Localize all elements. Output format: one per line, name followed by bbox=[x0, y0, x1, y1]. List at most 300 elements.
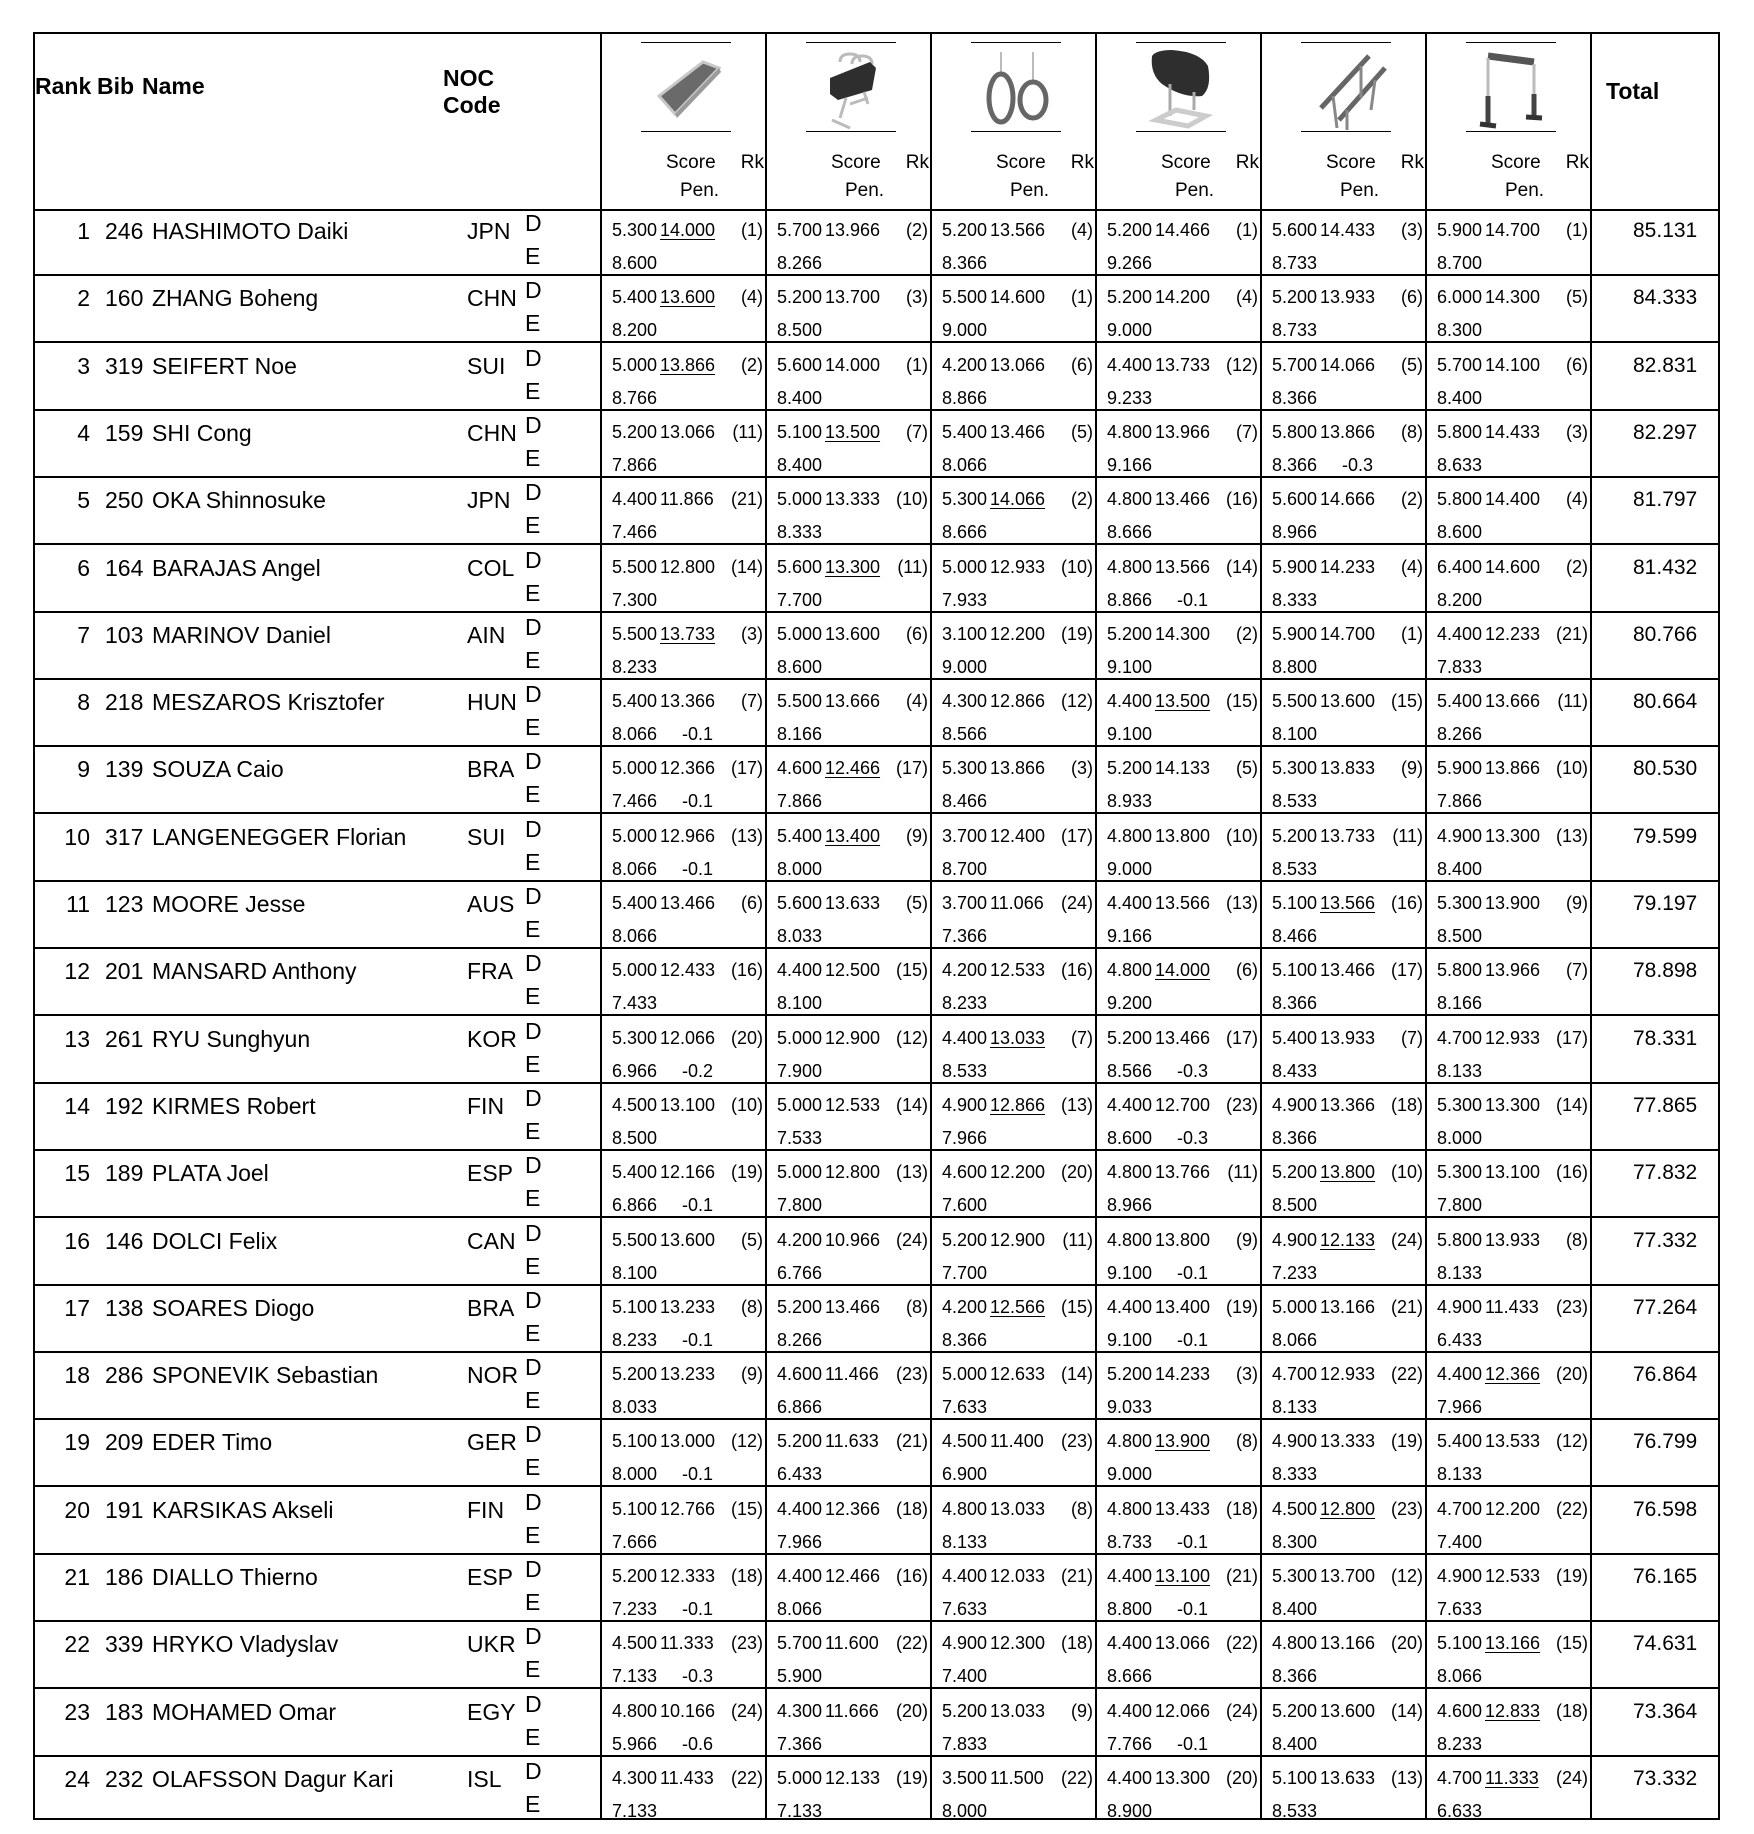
apparatus-score-cell bbox=[1262, 1151, 1427, 1216]
e-score: 8.533 bbox=[942, 1060, 988, 1081]
e-score: 7.866 bbox=[1437, 791, 1483, 812]
d-score: 5.200 bbox=[612, 421, 658, 442]
d-score: 4.400 bbox=[1107, 354, 1153, 375]
apparatus-score-cell bbox=[602, 747, 767, 812]
d-score: 5.100 bbox=[1437, 1633, 1483, 1654]
d-score: 6.000 bbox=[1437, 287, 1483, 308]
bib: 183 bbox=[105, 1698, 144, 1725]
apparatus-score: 13.100 bbox=[1485, 1162, 1541, 1183]
apparatus-score-cell bbox=[602, 1690, 767, 1755]
apparatus-score-cell bbox=[932, 344, 1097, 409]
e-score: 7.966 bbox=[1437, 1397, 1483, 1418]
score-label: Score bbox=[666, 152, 716, 173]
noc-code: CHN bbox=[467, 285, 517, 312]
d-score: 4.600 bbox=[1437, 1700, 1483, 1721]
d-score: 4.200 bbox=[942, 960, 988, 981]
d-score: 4.800 bbox=[1107, 556, 1153, 577]
apparatus-score-cell bbox=[767, 276, 932, 341]
apparatus-score: 13.466 bbox=[1155, 1027, 1211, 1048]
apparatus-score: 12.533 bbox=[990, 960, 1046, 981]
apparatus-rank: (2) bbox=[741, 354, 763, 375]
athlete-name: MOORE Jesse bbox=[152, 891, 306, 917]
apparatus-score-cell bbox=[1262, 478, 1427, 543]
penalty: -0.3 bbox=[1177, 1127, 1209, 1148]
e-score: 8.233 bbox=[612, 656, 658, 677]
total-score: 78.898 bbox=[1633, 959, 1698, 983]
rank: 23 bbox=[64, 1698, 90, 1725]
apparatus-rank: (13) bbox=[1225, 893, 1258, 913]
apparatus-rank: (12) bbox=[730, 1431, 763, 1452]
table-row bbox=[35, 1151, 1718, 1218]
apparatus-rank: (18) bbox=[730, 1566, 763, 1586]
apparatus-score: 13.466 bbox=[990, 421, 1046, 442]
apparatus-rank: (16) bbox=[895, 1566, 928, 1586]
apparatus-rank: (22) bbox=[1390, 1364, 1423, 1385]
e-label: E bbox=[525, 579, 541, 606]
apparatus-rank: (18) bbox=[1390, 1094, 1423, 1115]
apparatus-rank: (5) bbox=[741, 1229, 763, 1250]
penalty-label: Pen. bbox=[1340, 180, 1380, 201]
d-score: 3.700 bbox=[942, 893, 988, 913]
d-score: 4.700 bbox=[1437, 1027, 1483, 1048]
e-score: 7.866 bbox=[777, 791, 823, 812]
score-label: Score bbox=[1161, 152, 1211, 173]
apparatus-rank: (9) bbox=[1236, 1229, 1258, 1250]
d-score: 5.500 bbox=[612, 623, 658, 644]
table-row bbox=[35, 680, 1718, 747]
apparatus-score: 12.800 bbox=[660, 556, 716, 577]
d-score: 5.800 bbox=[1437, 421, 1483, 442]
apparatus-score: 13.600 bbox=[1320, 1700, 1376, 1721]
apparatus-score: 12.200 bbox=[990, 623, 1046, 644]
apparatus-score-cell bbox=[767, 344, 932, 409]
noc-code: BRA bbox=[467, 756, 515, 783]
apparatus-score-cell bbox=[1262, 1353, 1427, 1418]
e-score: 7.533 bbox=[777, 1127, 823, 1148]
apparatus-rank: (14) bbox=[730, 556, 763, 577]
e-score: 9.000 bbox=[942, 656, 988, 677]
apparatus-score-cell bbox=[1427, 882, 1592, 947]
bib-header: Bib bbox=[97, 73, 135, 99]
apparatus-score-cell bbox=[767, 747, 932, 812]
d-score: 5.200 bbox=[1107, 220, 1153, 240]
apparatus-score-cell bbox=[1262, 209, 1427, 274]
d-label: D bbox=[525, 479, 542, 506]
d-score: 5.000 bbox=[777, 1767, 823, 1788]
apparatus-rank: (1) bbox=[1566, 220, 1588, 240]
apparatus-rank: (9) bbox=[1071, 1700, 1093, 1721]
d-score: 4.400 bbox=[1107, 893, 1153, 913]
apparatus-rank: (2) bbox=[906, 220, 928, 240]
apparatus-score: 13.700 bbox=[825, 287, 881, 308]
apparatus-score-cell bbox=[1262, 1690, 1427, 1755]
apparatus-rank: (22) bbox=[1555, 1498, 1588, 1519]
d-score: 4.400 bbox=[1107, 691, 1153, 712]
apparatus-rank: (16) bbox=[1390, 893, 1423, 913]
apparatus-rank: (23) bbox=[1225, 1094, 1258, 1115]
apparatus-score-cell bbox=[602, 1420, 767, 1485]
noc-code: COL bbox=[467, 554, 515, 581]
apparatus-score: 12.366 bbox=[660, 758, 716, 779]
apparatus-rank: (18) bbox=[1555, 1700, 1588, 1721]
d-score: 5.200 bbox=[1107, 623, 1153, 644]
rank: 19 bbox=[64, 1429, 90, 1456]
athlete-name: LANGENEGGER Florian bbox=[152, 823, 407, 850]
e-score: 6.966 bbox=[612, 1060, 658, 1081]
apparatus-score: 13.966 bbox=[1485, 960, 1541, 981]
d-label: D bbox=[525, 277, 542, 304]
d-score: 5.100 bbox=[1272, 1767, 1318, 1788]
apparatus-rank: (7) bbox=[741, 691, 763, 712]
apparatus-rank: (10) bbox=[730, 1094, 763, 1115]
e-label: E bbox=[525, 848, 541, 875]
apparatus-score: 14.666 bbox=[1320, 489, 1376, 510]
bib: 146 bbox=[105, 1227, 144, 1254]
d-score: 4.400 bbox=[1437, 623, 1483, 644]
apparatus-score: 13.566 bbox=[1320, 893, 1376, 913]
apparatus-score-cell bbox=[1097, 209, 1262, 274]
athlete-name: SOUZA Caio bbox=[152, 756, 284, 783]
e-score: 7.466 bbox=[612, 791, 658, 812]
apparatus-score: 11.500 bbox=[990, 1767, 1044, 1788]
apparatus-score-cell bbox=[1427, 1622, 1592, 1687]
penalty-label: Pen. bbox=[845, 180, 885, 201]
apparatus-score: 11.066 bbox=[990, 893, 1044, 913]
table-header bbox=[35, 34, 1718, 211]
e-score: 8.033 bbox=[777, 926, 823, 946]
apparatus-rank: (21) bbox=[1390, 1296, 1423, 1317]
d-score: 4.500 bbox=[612, 1094, 658, 1115]
apparatus-score: 11.666 bbox=[825, 1700, 879, 1721]
rank: 12 bbox=[64, 958, 90, 985]
apparatus-score: 12.933 bbox=[1320, 1364, 1376, 1385]
d-score: 4.400 bbox=[1107, 1767, 1153, 1788]
d-score: 4.800 bbox=[942, 1498, 988, 1519]
d-score: 4.400 bbox=[1107, 1700, 1153, 1721]
apparatus-score: 14.300 bbox=[1485, 287, 1541, 308]
d-score: 5.000 bbox=[942, 556, 988, 577]
apparatus-rank: (4) bbox=[1236, 287, 1258, 308]
apparatus-score-cell bbox=[932, 613, 1097, 678]
e-score: 8.700 bbox=[1437, 253, 1483, 273]
apparatus-rank: (18) bbox=[1060, 1633, 1093, 1654]
apparatus-score: 12.366 bbox=[825, 1498, 881, 1519]
d-score: 5.300 bbox=[1437, 893, 1483, 913]
table-row bbox=[35, 1084, 1718, 1151]
apparatus-rank: (6) bbox=[1236, 960, 1258, 981]
penalty: -0.1 bbox=[1177, 1531, 1209, 1552]
apparatus-rank: (11) bbox=[1227, 1162, 1258, 1183]
apparatus-score-cell bbox=[1097, 680, 1262, 745]
e-score: 8.233 bbox=[612, 1329, 658, 1350]
apparatus-rank: (18) bbox=[1225, 1498, 1258, 1519]
apparatus-rank: (3) bbox=[906, 287, 928, 308]
e-score: 8.066 bbox=[1272, 1329, 1318, 1350]
apparatus-score-cell bbox=[1097, 1353, 1262, 1418]
d-score: 5.100 bbox=[612, 1296, 658, 1317]
apparatus-score: 13.066 bbox=[1155, 1633, 1211, 1654]
table-row bbox=[35, 478, 1718, 545]
apparatus-rank: (12) bbox=[1225, 354, 1258, 375]
e-score: 7.366 bbox=[942, 926, 988, 946]
e-score: 8.166 bbox=[777, 724, 823, 745]
bib: 246 bbox=[105, 218, 144, 244]
apparatus-rank: (4) bbox=[906, 691, 928, 712]
apparatus-score: 13.533 bbox=[1485, 1431, 1541, 1452]
apparatus-rank: (17) bbox=[895, 758, 928, 779]
d-label: D bbox=[525, 1017, 542, 1044]
d-score: 4.900 bbox=[1272, 1229, 1318, 1250]
apparatus-score: 13.166 bbox=[1320, 1296, 1376, 1317]
apparatus-score-cell bbox=[767, 478, 932, 543]
parallel-bars-icon bbox=[1301, 48, 1391, 130]
apparatus-score: 12.933 bbox=[990, 556, 1046, 577]
d-score: 4.800 bbox=[1107, 1229, 1153, 1250]
apparatus-score-cell bbox=[932, 276, 1097, 341]
apparatus-score: 12.200 bbox=[990, 1162, 1046, 1183]
apparatus-score: 12.200 bbox=[1485, 1498, 1541, 1519]
apparatus-score: 13.066 bbox=[990, 354, 1046, 375]
e-score: 8.900 bbox=[1107, 1800, 1153, 1821]
total-score: 80.664 bbox=[1633, 690, 1698, 714]
apparatus-rank: (15) bbox=[730, 1498, 763, 1519]
apparatus-score: 13.800 bbox=[1155, 825, 1211, 846]
e-score: 8.066 bbox=[612, 926, 658, 946]
apparatus-score-cell bbox=[1427, 815, 1592, 880]
d-score: 5.000 bbox=[777, 1162, 823, 1183]
apparatus-score-cell bbox=[1262, 1017, 1427, 1082]
apparatus-score: 11.333 bbox=[660, 1633, 714, 1654]
e-score: 8.366 bbox=[942, 1329, 988, 1350]
apparatus-score-cell bbox=[1097, 1286, 1262, 1351]
apparatus-score: 14.600 bbox=[1485, 556, 1541, 577]
d-score: 4.800 bbox=[1107, 489, 1153, 510]
apparatus-score-cell bbox=[1097, 1420, 1262, 1485]
apparatus-score-cell bbox=[932, 1555, 1097, 1620]
table-row bbox=[35, 949, 1718, 1016]
e-score: 7.800 bbox=[1437, 1195, 1483, 1216]
apparatus-rank: (16) bbox=[730, 960, 763, 981]
apparatus-score: 13.600 bbox=[825, 623, 881, 644]
total-score: 78.331 bbox=[1633, 1026, 1698, 1050]
apparatus-rank: (3) bbox=[1566, 421, 1588, 442]
penalty-label: Pen. bbox=[1010, 180, 1050, 201]
bib: 201 bbox=[105, 958, 144, 985]
penalty: -0.1 bbox=[1177, 1329, 1209, 1350]
apparatus-score-cell bbox=[1262, 949, 1427, 1014]
apparatus-score: 12.966 bbox=[660, 825, 716, 846]
noc-code: FIN bbox=[467, 1092, 505, 1119]
d-score: 5.200 bbox=[942, 1700, 988, 1721]
e-score: 8.500 bbox=[612, 1127, 658, 1148]
rank: 2 bbox=[77, 285, 90, 312]
d-score: 4.400 bbox=[1107, 1094, 1153, 1115]
e-score: 8.500 bbox=[777, 320, 823, 341]
apparatus-score-cell bbox=[1427, 1555, 1592, 1620]
bib: 261 bbox=[105, 1025, 144, 1052]
apparatus-score-cell bbox=[1097, 815, 1262, 880]
e-score: 8.066 bbox=[942, 454, 988, 475]
e-score: 8.733 bbox=[1272, 320, 1318, 341]
apparatus-rank: (11) bbox=[897, 556, 928, 577]
apparatus-score-cell bbox=[1427, 1151, 1592, 1216]
apparatus-score: 12.166 bbox=[660, 1162, 716, 1183]
apparatus-rank: (24) bbox=[1225, 1700, 1258, 1721]
d-score: 5.200 bbox=[777, 287, 823, 308]
apparatus-score: 12.133 bbox=[825, 1767, 881, 1788]
apparatus-score-cell bbox=[767, 209, 932, 274]
apparatus-rank: (19) bbox=[1555, 1566, 1588, 1586]
e-score: 9.000 bbox=[1107, 1464, 1153, 1485]
rank: 13 bbox=[64, 1025, 90, 1052]
apparatus-score: 14.000 bbox=[1155, 960, 1211, 981]
apparatus-score: 13.766 bbox=[1155, 1162, 1211, 1183]
d-score: 4.300 bbox=[612, 1767, 658, 1788]
e-score: 8.533 bbox=[1272, 1800, 1318, 1821]
apparatus-rank: (22) bbox=[730, 1767, 763, 1788]
score-label: Score bbox=[1326, 152, 1376, 173]
noc-header-line2: Code bbox=[443, 92, 501, 118]
apparatus-score-cell bbox=[602, 478, 767, 543]
apparatus-score-cell bbox=[767, 411, 932, 476]
e-score: 8.600 bbox=[612, 253, 658, 273]
e-score: 7.833 bbox=[942, 1733, 988, 1754]
d-score: 5.000 bbox=[777, 1027, 823, 1048]
e-score: 9.100 bbox=[1107, 1329, 1153, 1350]
apparatus-rank: (21) bbox=[1060, 1566, 1093, 1586]
apparatus-rank: (12) bbox=[1390, 1566, 1423, 1586]
apparatus-score: 13.733 bbox=[1155, 354, 1211, 375]
apparatus-score-cell bbox=[1097, 1555, 1262, 1620]
apparatus-score: 13.566 bbox=[990, 220, 1046, 240]
noc-code: ESP bbox=[467, 1564, 514, 1590]
noc-code: KOR bbox=[467, 1025, 517, 1052]
e-score: 8.133 bbox=[1437, 1060, 1483, 1081]
d-score: 5.900 bbox=[1437, 758, 1483, 779]
apparatus-rank: (11) bbox=[1392, 825, 1423, 846]
d-score: 5.200 bbox=[942, 220, 988, 240]
e-score: 7.133 bbox=[612, 1800, 658, 1821]
apparatus-score-cell bbox=[602, 882, 767, 947]
e-label: E bbox=[525, 377, 541, 404]
apparatus-score-cell bbox=[1097, 1757, 1262, 1822]
noc-code: NOR bbox=[467, 1362, 519, 1389]
apparatus-rank: (5) bbox=[1401, 354, 1423, 375]
total-score: 76.799 bbox=[1633, 1430, 1698, 1454]
table-row bbox=[35, 209, 1718, 276]
d-score: 4.500 bbox=[612, 1633, 658, 1654]
results-table bbox=[33, 32, 1720, 1820]
athlete-name: HASHIMOTO Daiki bbox=[152, 218, 349, 244]
apparatus-score-cell bbox=[1427, 478, 1592, 543]
d-label: D bbox=[525, 411, 542, 438]
score-label: Score bbox=[996, 152, 1046, 173]
e-score: 5.900 bbox=[777, 1666, 823, 1687]
e-label: E bbox=[525, 1454, 541, 1481]
apparatus-rank: (3) bbox=[1236, 1364, 1258, 1385]
d-label: D bbox=[525, 748, 542, 775]
e-score: 7.300 bbox=[612, 589, 658, 610]
apparatus-score: 13.400 bbox=[1155, 1296, 1211, 1317]
e-score: 7.466 bbox=[612, 522, 658, 543]
apparatus-rank: (15) bbox=[1060, 1296, 1093, 1317]
bib: 103 bbox=[105, 621, 144, 648]
d-score: 5.500 bbox=[1272, 691, 1318, 712]
d-score: 4.400 bbox=[1437, 1364, 1483, 1385]
e-score: 7.633 bbox=[942, 1397, 988, 1418]
rank-label: Rk bbox=[1070, 152, 1094, 173]
apparatus-rank: (14) bbox=[895, 1094, 928, 1115]
vault-icon bbox=[1136, 48, 1226, 130]
apparatus-rank: (7) bbox=[1236, 421, 1258, 442]
apparatus-rank: (10) bbox=[1555, 758, 1588, 779]
apparatus-score: 13.633 bbox=[825, 893, 881, 913]
apparatus-score: 12.800 bbox=[825, 1162, 881, 1183]
apparatus-rank: (5) bbox=[1236, 758, 1258, 779]
apparatus-score: 11.433 bbox=[1485, 1296, 1539, 1317]
divider bbox=[806, 131, 896, 132]
apparatus-score-cell bbox=[602, 613, 767, 678]
athlete-name: SHI Cong bbox=[152, 419, 252, 446]
d-score: 4.200 bbox=[942, 1296, 988, 1317]
apparatus-score-cell bbox=[602, 1219, 767, 1284]
d-score: 4.800 bbox=[1107, 825, 1153, 846]
apparatus-rank: (4) bbox=[1071, 220, 1093, 240]
e-score: 8.000 bbox=[942, 1800, 988, 1821]
table-row bbox=[35, 1690, 1718, 1757]
apparatus-rank: (14) bbox=[1225, 556, 1258, 577]
e-score: 8.200 bbox=[612, 320, 658, 341]
d-score: 5.000 bbox=[777, 489, 823, 510]
e-score: 7.666 bbox=[612, 1531, 658, 1552]
e-label: E bbox=[525, 714, 541, 741]
e-score: 9.200 bbox=[1107, 993, 1153, 1014]
apparatus-score: 12.900 bbox=[990, 1229, 1046, 1250]
e-score: 8.966 bbox=[1272, 522, 1318, 543]
apparatus-score: 14.066 bbox=[990, 489, 1046, 510]
apparatus-score-cell bbox=[1427, 1420, 1592, 1485]
apparatus-rank: (23) bbox=[1390, 1498, 1423, 1519]
apparatus-rank: (24) bbox=[1390, 1229, 1423, 1250]
e-score: 6.866 bbox=[777, 1397, 823, 1418]
e-score: 6.433 bbox=[777, 1464, 823, 1485]
apparatus-score: 13.033 bbox=[990, 1498, 1046, 1519]
apparatus-rank: (9) bbox=[741, 1364, 763, 1385]
apparatus-score-cell bbox=[1097, 276, 1262, 341]
e-score: 8.300 bbox=[1437, 320, 1483, 341]
total-score: 80.530 bbox=[1633, 757, 1698, 781]
e-score: 8.366 bbox=[1272, 387, 1318, 408]
noc-code: CHN bbox=[467, 419, 517, 446]
apparatus-score: 13.600 bbox=[660, 1229, 716, 1250]
e-score: 8.866 bbox=[1107, 589, 1153, 610]
e-score: 8.100 bbox=[1272, 724, 1318, 745]
e-score: 8.766 bbox=[612, 387, 658, 408]
apparatus-rank: (9) bbox=[1401, 758, 1423, 779]
table-row bbox=[35, 1622, 1718, 1689]
apparatus-score: 12.833 bbox=[1485, 1700, 1541, 1721]
d-score: 5.400 bbox=[1437, 691, 1483, 712]
d-score: 4.900 bbox=[942, 1094, 988, 1115]
table-row bbox=[35, 747, 1718, 814]
apparatus-score-cell bbox=[932, 1690, 1097, 1755]
e-score: 8.600 bbox=[777, 656, 823, 677]
apparatus-score-cell bbox=[1427, 209, 1592, 274]
apparatus-rank: (10) bbox=[1060, 556, 1093, 577]
apparatus-score-cell bbox=[767, 1555, 932, 1620]
d-score: 5.200 bbox=[1272, 1700, 1318, 1721]
apparatus-score: 13.333 bbox=[825, 489, 881, 510]
